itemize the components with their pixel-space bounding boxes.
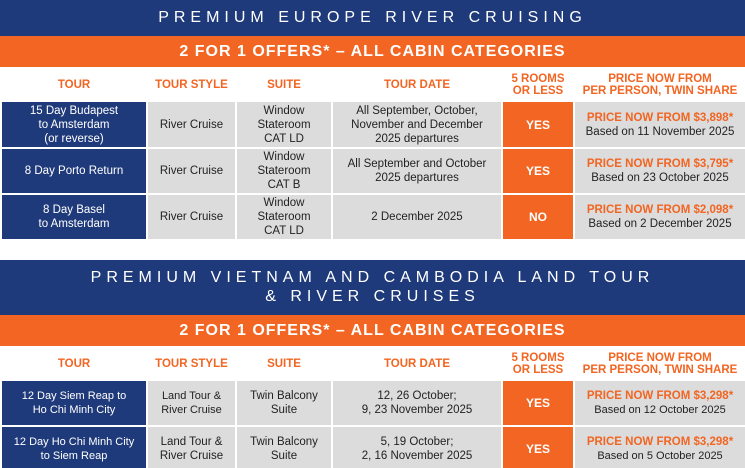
tour-name: 12 Day Ho Chi Minh City to Siem Reap bbox=[1, 426, 147, 468]
tour-style: River Cruise bbox=[147, 101, 236, 148]
tour-date: All September, October, November and December 2025 departures bbox=[332, 101, 502, 148]
price-cell bbox=[574, 101, 745, 148]
suite: Window Stateroom CAT LD bbox=[236, 101, 332, 148]
price-basis: Based on 12 October 2025 bbox=[594, 404, 726, 416]
tour-style: River Cruise bbox=[147, 194, 236, 240]
header-suite: SUITE bbox=[236, 68, 332, 101]
europe-offer-banner: 2 FOR 1 OFFERS* – ALL CABIN CATEGORIES bbox=[0, 36, 745, 68]
header-rooms: 5 ROOMS OR LESS bbox=[502, 347, 574, 380]
price-cell bbox=[574, 148, 745, 194]
suite: Window Stateroom CAT B bbox=[236, 148, 332, 194]
table-header-row bbox=[1, 347, 745, 380]
table-row bbox=[1, 194, 745, 240]
rooms-status: YES bbox=[502, 101, 574, 148]
rooms-status: YES bbox=[502, 380, 574, 426]
tour-date: 2 December 2025 bbox=[332, 194, 502, 240]
europe-tours-table bbox=[0, 67, 745, 241]
header-tour-style: TOUR STYLE bbox=[147, 347, 236, 380]
tour-name: 8 Day Porto Return bbox=[1, 148, 147, 194]
tour-name: 8 Day Basel to Amsterdam bbox=[1, 194, 147, 240]
price-basis: Based on 2 December 2025 bbox=[588, 218, 732, 230]
header-tour-date: TOUR DATE bbox=[332, 347, 502, 380]
suite: Twin Balcony Suite bbox=[236, 426, 332, 468]
price-now: PRICE NOW FROM $3,298* bbox=[586, 436, 734, 448]
suite: Window Stateroom CAT LD bbox=[236, 194, 332, 240]
tour-date: 5, 19 October; 2, 16 November 2025 bbox=[332, 426, 502, 468]
europe-section-title: PREMIUM EUROPE RIVER CRUISING bbox=[0, 0, 745, 36]
price-now: PRICE NOW FROM $2,098* bbox=[586, 204, 734, 216]
table-row bbox=[1, 148, 745, 194]
vietnam-section-title: PREMIUM VIETNAM AND CAMBODIA LAND TOUR & RIVER CRUISES bbox=[0, 260, 745, 315]
header-tour-date: TOUR DATE bbox=[332, 68, 502, 101]
tour-style: River Cruise bbox=[147, 148, 236, 194]
table-header-row bbox=[1, 68, 745, 101]
tour-date: All September and October 2025 departures bbox=[332, 148, 502, 194]
price-now: PRICE NOW FROM $3,795* bbox=[586, 158, 734, 170]
price-basis: Based on 5 October 2025 bbox=[597, 450, 723, 462]
tour-name: 15 Day Budapest to Amsterdam (or reverse) bbox=[1, 101, 147, 148]
rooms-status: YES bbox=[502, 148, 574, 194]
price-basis: Based on 23 October 2025 bbox=[591, 172, 729, 184]
header-price: PRICE NOW FROM PER PERSON, TWIN SHARE bbox=[574, 68, 745, 101]
tour-name: 12 Day Siem Reap to Ho Chi Minh City bbox=[1, 380, 147, 426]
suite: Twin Balcony Suite bbox=[236, 380, 332, 426]
price-cell bbox=[574, 426, 745, 468]
vietnam-offer-banner: 2 FOR 1 OFFERS* – ALL CABIN CATEGORIES bbox=[0, 315, 745, 347]
table-row bbox=[1, 426, 745, 468]
price-basis: Based on 11 November 2025 bbox=[585, 125, 735, 138]
price-now: PRICE NOW FROM $3,898* bbox=[586, 111, 734, 124]
header-tour: TOUR bbox=[1, 68, 147, 101]
header-price: PRICE NOW FROM PER PERSON, TWIN SHARE bbox=[574, 347, 745, 380]
header-rooms: 5 ROOMS OR LESS bbox=[502, 68, 574, 101]
table-row bbox=[1, 380, 745, 426]
header-suite: SUITE bbox=[236, 347, 332, 380]
price-cell bbox=[574, 194, 745, 240]
header-tour: TOUR bbox=[1, 347, 147, 380]
vietnam-tours-table bbox=[0, 346, 745, 468]
price-now: PRICE NOW FROM $3,298* bbox=[586, 390, 734, 402]
price-cell bbox=[574, 380, 745, 426]
rooms-status: YES bbox=[502, 426, 574, 468]
rooms-status: NO bbox=[502, 194, 574, 240]
tour-date: 12, 26 October; 9, 23 November 2025 bbox=[332, 380, 502, 426]
table-row bbox=[1, 101, 745, 148]
tour-style: Land Tour & River Cruise bbox=[147, 380, 236, 426]
tour-style: Land Tour & River Cruise bbox=[147, 426, 236, 468]
header-tour-style: TOUR STYLE bbox=[147, 68, 236, 101]
